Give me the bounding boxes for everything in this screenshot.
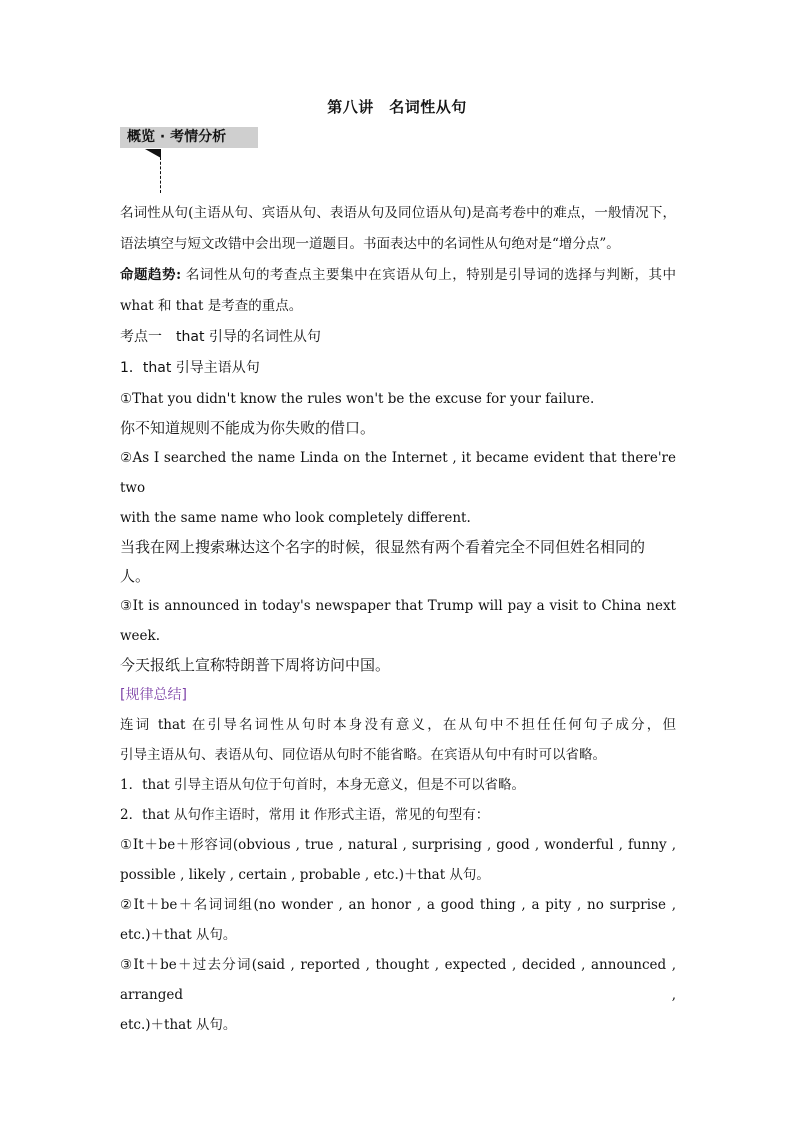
intro-paragraph: 名词性从句(主语从句、宾语从句、表语从句及同位语从句)是高考卷中的难点，一般情况下，语法填空与短文改错中会出现一道题目。书面表达中的名词性从句绝对是“增分点”。 [120,205,676,252]
example-3-cn: 今天报纸上宣称特朗普下周将访问中国。 [120,656,391,674]
example-2-en-line2: with the same name who look completely different. [120,510,471,526]
rule-0-line2: 引导主语从句、表语从句、同位语从句时不能省略。在宾语从句中有时可以省略。 [120,747,606,763]
trend-paragraph [120,260,676,322]
trend-label: 命题趋势: [120,267,182,283]
page-title: 第八讲 名词性从句 [327,98,467,116]
pattern-3-line1: ③It＋be＋过去分词(said , reported , thought , expected , decided , announced , arranged , [120,957,676,1003]
example-1-en: ①That you didn't know the rules won't be the excuse for your failure. [120,391,595,407]
kaodian-heading: 考点一 that 引导的名词性从句 [120,329,321,345]
example-2-en-line1: ②As I searched the name Linda on the Internet , it became evident that there're two [120,450,676,496]
example-2-cn-line2: 人。 [120,567,151,585]
pattern-3-line2: etc.)＋that 从句。 [120,1017,237,1033]
section-heading: 1．that 引导主语从句 [120,360,260,376]
example-2-cn-line1: 当我在网上搜索琳达这个名字的时候，很显然有两个看着完全不同但姓名相同的 [120,538,646,556]
rule-2: 2．that 从句作主语时，常用 it 作形式主语，常见的句型有： [120,807,490,823]
pattern-1-line1: ①It＋be＋形容词(obvious , true , natural , surprising , good , wonderful , funny , [120,837,676,853]
banner-dashed-line [160,157,161,193]
banner-pointer [145,149,161,158]
rule-0-line1: 连词 that 在引导名词性从句时本身没有意义，在从句中不担任任何句子成分，但 [120,717,676,733]
example-3-en-line1: ③It is announced in today's newspaper that Trump will pay a visit to China next [120,598,676,614]
document-body [120,198,676,1040]
pattern-2-line2: etc.)＋that 从句。 [120,927,237,943]
example-3-en-line2: week. [120,628,161,644]
pattern-1-line2: possible , likely , certain , probable , etc.)＋that 从句。 [120,867,490,883]
pattern-2-line1: ②It＋be＋名词词组(no wonder , an honor , a good thing , a pity , no surprise , [120,897,676,913]
summary-label: [规律总结] [120,687,187,703]
example-1-cn: 你不知道规则不能成为你失败的借口。 [120,419,376,437]
rule-1: 1．that 引导主语从句位于句首时，本身无意义，但是不可以省略。 [120,777,525,793]
trend-text: 名词性从句的考查点主要集中在宾语从句上，特别是引导词的选择与判断，其中 what 和 that 是考查的重点。 [120,267,676,314]
section-banner: 概览 · 考情分析 [120,127,258,148]
